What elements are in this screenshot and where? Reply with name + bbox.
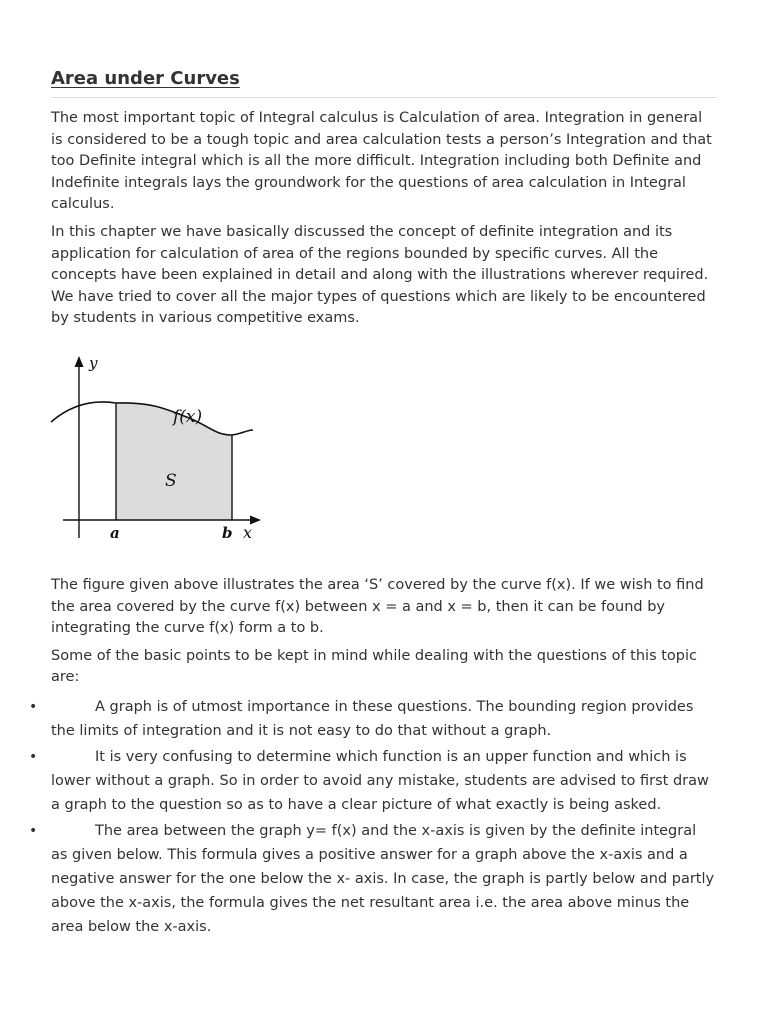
region-label: S bbox=[165, 470, 177, 491]
points-intro: Some of the basic points to be kept in mind while dealing with the questions of this topic are: bbox=[51, 647, 698, 686]
list-item bbox=[29, 745, 717, 817]
bullet: • bbox=[29, 822, 38, 839]
y-axis-arrow bbox=[75, 356, 84, 367]
list-item bbox=[29, 695, 717, 743]
point-text: It is very confusing to determine which function is an upper function and which is lower without a graph. So in order to avoid any mistake, students are advised to first draw a graph to the question so as to have a clear picture of what exactly is being asked. bbox=[51, 748, 709, 813]
point-text: A graph is of utmost importance in these questions. The bounding region provides the limits of integration and it is not easy to do that without a graph. bbox=[51, 698, 694, 739]
page-title: Area under Curves bbox=[51, 68, 240, 89]
intro-paragraph-2: In this chapter we have basically discussed the concept of definite integration and its application for calculation of area of the regions bounded by specific curves. All the concepts have been explained in detail and along with the illustrations wherever required. We have tried to cover all the major types of questions which are likely to be encountered by students in various competitive exams. bbox=[51, 223, 709, 327]
key-points-list bbox=[29, 695, 717, 939]
x-axis-label: x bbox=[243, 522, 253, 542]
bullet: • bbox=[29, 698, 38, 715]
title-divider bbox=[51, 97, 717, 98]
point-text: The area between the graph y= f(x) and the x-axis is given by the definite integral as given below. This formula gives a positive answer for a graph above the x-axis and a negative answer for the one below the x- axis. In case, the graph is partly below and partly above the x-axis, the formula gives the net resultant area i.e. the area above minus the area below the x-axis. bbox=[51, 822, 715, 935]
article bbox=[29, 66, 717, 941]
intro-paragraph-1: The most important topic of Integral calculus is Calculation of area. Integration in general is considered to be a tough topic and area calculation tests a person’s Integration and that too Definite integral which is all the more difficult. Integration including both Definite and Indefinite integrals lays the groundwork for the questions of area calculation in Integral calculus. bbox=[51, 110, 712, 213]
list-item bbox=[29, 819, 717, 939]
y-axis-label: y bbox=[89, 353, 98, 372]
curve-label: f(x) bbox=[173, 406, 203, 427]
bullet: • bbox=[29, 748, 38, 765]
figure-explanation: The figure given above illustrates the area ‘S’ covered by the curve f(x). If we wish to find the area covered by the curve f(x) between x = a and x = b, then it can be found by integrating the curve f(x) form a to b. bbox=[51, 576, 704, 637]
a-label: a bbox=[110, 523, 120, 542]
area-under-curve-figure bbox=[49, 350, 269, 550]
area-diagram bbox=[49, 350, 269, 550]
b-label: b bbox=[222, 523, 233, 542]
